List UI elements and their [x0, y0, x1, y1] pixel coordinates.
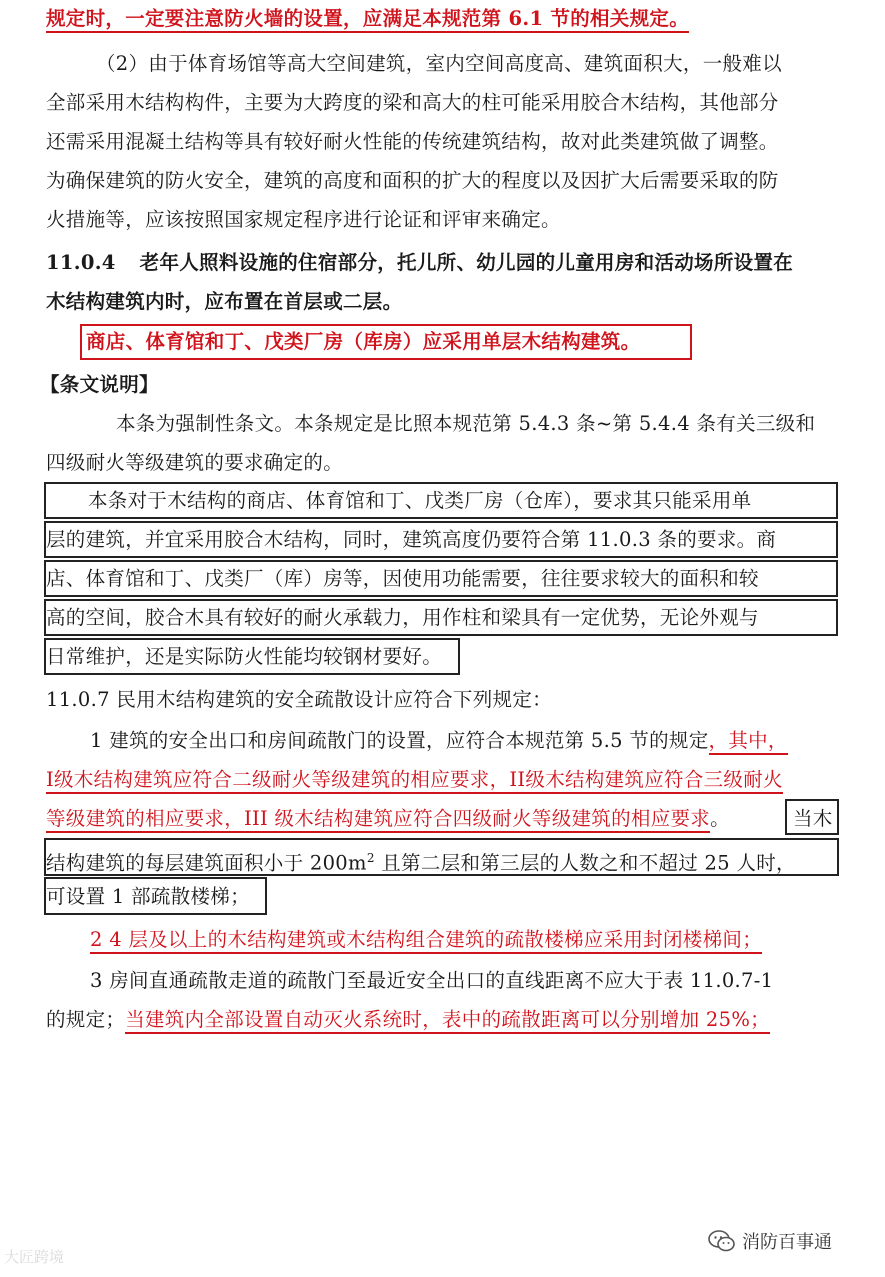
red-box-text: 商店、体育馆和丁、戊类厂房（库房）应采用单层木结构建筑。 [86, 330, 641, 353]
para2-line-2: 全部采用木结构构件，主要为大跨度的梁和高大的柱可能采用胶合木结构，其他部分 [46, 91, 779, 114]
explain-line-1: 本条为强制性条文。本条规定是比照本规范第 5.4.3 条~第 5.4.4 条有关三级和 [116, 412, 816, 435]
item3-black: 的规定； [46, 1008, 126, 1031]
watermark-left-text: 大匠跨境 [4, 1248, 65, 1266]
item3-line-2 [46, 1005, 770, 1035]
item1-box-a: 当木 [793, 807, 833, 830]
boxed-line-1: 本条对于木结构的商店、体育馆和丁、戊类厂房（仓库），要求其只能采用单 [88, 489, 752, 512]
clause-text: 老年人照料设施的住宿部分，托儿所、幼儿园的儿童用房和活动场所设置在 [139, 251, 794, 274]
item2-text: 2 4 层及以上的木结构建筑或木结构组合建筑的疏散楼梯应采用封闭楼梯间； [90, 928, 762, 954]
item1-box-b [46, 843, 796, 879]
clause-number: 11.0.4 [46, 251, 116, 274]
item1-box-b-post: 且第二层和第三层的人数之和不超过 25 人时， [374, 851, 796, 875]
item2-line [90, 925, 762, 955]
clause-11-0-4-line-2: 木结构建筑内时，应布置在首层或二层。 [46, 290, 403, 313]
clause-11-0-4-line-1 [46, 248, 793, 278]
boxed-line-5: 日常维护，还是实际防火性能均较钢材要好。 [46, 645, 443, 668]
watermark-left [4, 1246, 64, 1267]
para2-line-3: 还需采用混凝土结构等具有较好耐火性能的传统建筑结构，故对此类建筑做了调整。 [46, 130, 779, 153]
para2-line-1: （2）由于体育场馆等高大空间建筑，室内空间高度高、建筑面积大，一般难以 [96, 52, 782, 75]
item1-box-b-text: 结构建筑的每层建筑面积小于 200m [46, 851, 367, 875]
boxed-line-2: 层的建筑，并宜采用胶合木结构，同时，建筑高度仍要符合第 11.0.3 条的要求。商 [46, 528, 777, 551]
item1-line-3 [46, 804, 730, 834]
top-note [46, 4, 689, 34]
item1-line-1 [90, 726, 788, 756]
para2-line-5: 火措施等，应该按照国家规定程序进行论证和评审来确定。 [46, 208, 561, 231]
item1-box-c: 可设置 1 部疏散楼梯； [46, 885, 250, 908]
explain-line-2: 四级耐火等级建筑的要求确定的。 [46, 451, 344, 474]
boxed-line-4: 高的空间，胶合木具有较好的耐火承载力，用作柱和梁具有一定优势，无论外观与 [46, 606, 759, 629]
explain-heading: 【条文说明】 [40, 373, 159, 396]
item1-line-2 [46, 765, 783, 795]
watermark-right-text: 消防百事通 [742, 1232, 832, 1253]
item3-red: 当建筑内全部设置自动灭火系统时，表中的疏散距离可以分别增加 25%； [125, 1008, 770, 1034]
superscript: 2 [366, 851, 375, 865]
item1-black-text: 1 建筑的安全出口和房间疏散门的设置，应符合本规范第 5.5 节的规定 [90, 729, 709, 752]
clause-11-0-7: 11.0.7 民用木结构建筑的安全疏散设计应符合下列规定： [46, 688, 552, 711]
watermark-right [708, 1228, 832, 1254]
wechat-icon [708, 1230, 736, 1252]
top-note-text: 规定时，一定要注意防火墙的设置，应满足本规范第 6.1 节的相关规定。 [46, 7, 689, 33]
item1-red-c: 等级建筑的相应要求，III 级木结构建筑应符合四级耐火等级建筑的相应要求 [46, 807, 710, 833]
item3-line-1: 3 房间直通疏散走道的疏散门至最近安全出口的直线距离不应大于表 11.0.7-1 [90, 969, 774, 992]
item1-red-a: ，其中， [709, 729, 788, 755]
item1-period: 。 [710, 807, 730, 830]
para2-line-4: 为确保建筑的防火安全，建筑的高度和面积的扩大的程度以及因扩大后需要采取的防 [46, 169, 779, 192]
boxed-line-3: 店、体育馆和丁、戊类厂（库）房等，因使用功能需要，往往要求较大的面积和较 [46, 567, 759, 590]
item1-red-b: I级木结构建筑应符合二级耐火等级建筑的相应要求，II级木结构建筑应符合三级耐火 [46, 768, 783, 794]
